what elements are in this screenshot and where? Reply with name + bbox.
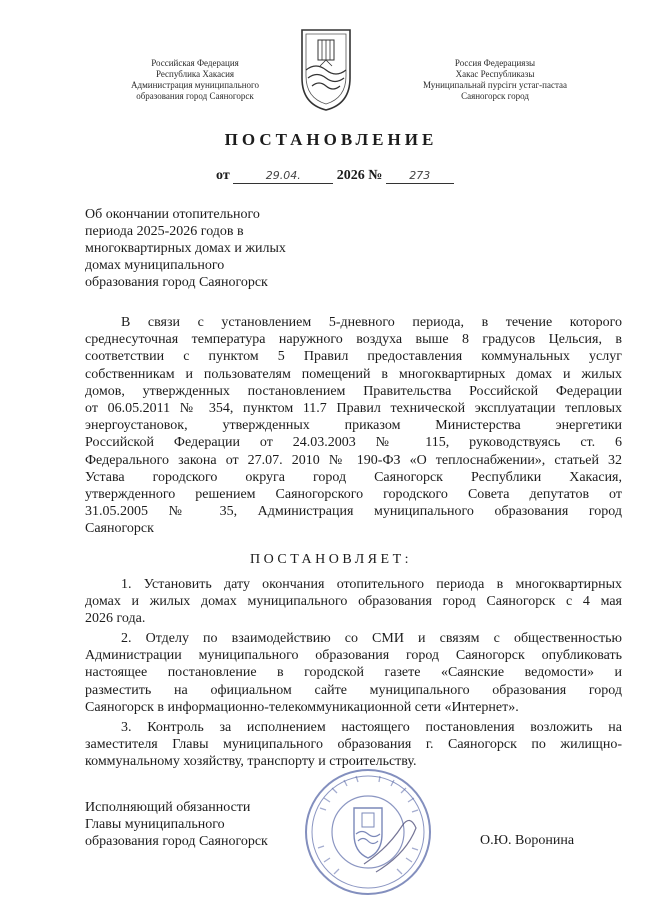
item-line: 1. Установить дату окончания отопительного периода в многоквартирных — [121, 577, 622, 592]
number-label: № — [368, 168, 383, 183]
item-line: 2. Отделу по взаимодействию со СМИ и связям с общественностью — [121, 631, 622, 646]
decree-heading: ПОСТАНОВЛЯЕТ: — [249, 552, 413, 567]
preamble-line: домов, утвержденных постановлением Правительства Российской Федерации — [85, 383, 622, 399]
signature-block — [85, 799, 268, 850]
signature-title-line: Главы муниципального — [85, 817, 225, 832]
decree-item-1 — [85, 576, 622, 628]
year-label: 2026 — [336, 168, 365, 183]
preamble-paragraph — [85, 314, 622, 538]
from-label: от — [216, 168, 230, 183]
item-line: разместить на официальном сайте муниципального образования город — [85, 682, 622, 698]
handwritten-number: 273 — [386, 169, 454, 184]
subject-line: Об окончании отопительного — [85, 207, 260, 222]
item-line: настоящее постановление в городской газете «Саянские ведомости» и — [85, 665, 622, 681]
preamble-line: В связи с установлением 5-дневного периода, в течение которого — [121, 315, 622, 330]
preamble-line: утвержденного решением Саяногорского городского Совета депутатов от — [85, 487, 622, 503]
preamble-line: Устава городского округа город Саяногорск Республики Хакасия, — [85, 469, 622, 485]
header-left-line: Российская Федерация — [151, 58, 239, 68]
header-right-line: Россия Федерациязы — [454, 58, 536, 68]
item-line: заместителя Главы муниципального образования г. Саяногорск по жилищно- — [85, 737, 622, 753]
item-line: Саяногорск в информационно-телекоммуникационной сети «Интернет». — [85, 699, 519, 715]
preamble-line: 31.05.2005 № 35, Администрация муниципального образования город — [85, 504, 622, 520]
preamble-line: энергоустановок, утвержденных приказом Министерства энергетики — [85, 418, 622, 434]
subject-line: многоквартирных домах и жилых — [85, 241, 286, 256]
header-left-line: образования город Саяногорск — [136, 91, 254, 101]
signature-title-line: Исполняющий обязанности — [85, 800, 251, 815]
preamble-line: Саяногорск — [85, 521, 154, 537]
date-number-line — [216, 168, 454, 184]
header-right — [410, 58, 580, 102]
item-line: 2026 года. — [85, 611, 146, 627]
preamble-line: от 06.05.2011 № 354, пунктом 11.7 Правил технической эксплуатации тепловых — [85, 401, 622, 417]
preamble-line: Российской Федерации от 24.03.2003 № 115, руководствуясь ст. 6 — [85, 435, 622, 451]
document-subject — [85, 206, 305, 291]
decree-item-2 — [85, 630, 622, 716]
header-left — [110, 58, 280, 102]
item-line: Администрации муниципального образования город Саяногорск опубликовать — [85, 648, 622, 664]
header-right-line: Саяногорск город — [461, 91, 529, 101]
official-seal-stamp-icon — [298, 768, 438, 897]
subject-line: образования город Саяногорск — [85, 275, 268, 290]
header-right-line: Муниципальнай пурсiгн устаг-пастаа — [422, 80, 568, 90]
signature-title-line: образования город Саяногорск — [85, 834, 268, 849]
item-line: коммунальному хозяйству, транспорту и строительству. — [85, 754, 417, 770]
coat-of-arms-emblem-icon — [298, 26, 354, 112]
preamble-line: среднесуточная температура наружного воздуха выше 8 градусов Цельсия, в — [85, 332, 622, 348]
signer-name: О.Ю. Воронина — [480, 833, 575, 848]
decree-item-3 — [85, 719, 622, 771]
item-line: 3. Контроль за исполнением настоящего постановления возложить на — [121, 720, 622, 735]
document-title: ПОСТАНОВЛЕНИЕ — [224, 130, 438, 149]
header-left-line: Республика Хакасия — [155, 69, 235, 79]
header-right-line: Хакас Республиказы — [455, 69, 535, 79]
preamble-line: собственникам и пользователям помещений в многоквартирных домах и жилых — [85, 366, 622, 382]
subject-line: периода 2025-2026 годов в — [85, 224, 244, 239]
header-left-line: Администрация муниципального — [130, 80, 259, 90]
preamble-line: Федерального закона от 27.07. 2010 № 190-ФЗ «О теплоснабжении», статьей 32 — [85, 452, 622, 468]
preamble-line: соответствии с пунктом 5 Правил предоставления коммунальных услуг — [85, 349, 622, 365]
subject-line: домах муниципального — [85, 258, 225, 273]
handwritten-date: 29.04. — [233, 169, 333, 184]
item-line: домах и жилых домах муниципального образования город Саяногорск с 4 мая — [85, 594, 622, 610]
